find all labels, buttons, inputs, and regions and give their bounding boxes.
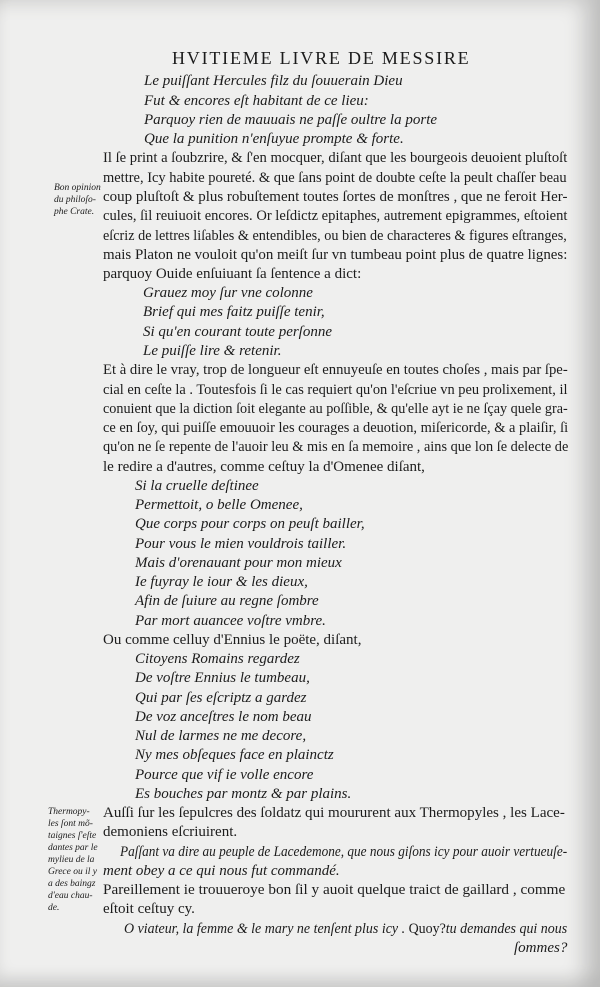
verse-line: Es bouches par montz & par plains. [135, 786, 352, 802]
verse-line: Le puiſſant Hercules filz du ſouuerain Dieu [144, 73, 403, 89]
prose-line: le redire a d'autres, comme ceſtuy la d'Omenee diſant, [103, 459, 425, 475]
prose-line: cial en ceſte la . Toutesfois ſi le cas requiert qu'on l'eſcriue vn peu prolixement, il [103, 382, 568, 398]
prose-line: mais Platon ne vouloit qu'on meiſt ſur vn tumbeau point plus de quatre lignes: [103, 247, 568, 263]
verse-line: De voſtre Ennius le tumbeau, [135, 670, 310, 686]
verse-line: Pour vous le mien vouldrois tailler. [135, 536, 347, 552]
verse-line: Fut & encores eſt habitant de ce lieu: [144, 93, 369, 109]
verse-line: Qui par ſes eſcriptz a gardez [135, 690, 307, 706]
prose-line: cules, ſil reuiuoit encores. Or leſdictz epitaphes, autrement epigrammes, eſtoient [103, 208, 568, 224]
verse-line: Paſſant va dire au peuple de Lacedemone, que nous giſons icy pour auoir vertueuſe- [120, 844, 568, 860]
verse-line: Que corps pour corps on peuſt bailler, [135, 516, 365, 532]
verse-line: Que la punition n'enſuyue prompte & forte. [144, 131, 404, 147]
verse-line: Par mort auancee voſtre vmbre. [135, 613, 326, 629]
running-head: HVITIEME LIVRE DE MESSIRE [172, 48, 471, 68]
verse-line: ment obey a ce qui nous fut commandé. [103, 863, 340, 879]
verse-line: Si la cruelle deſtinee [135, 478, 259, 494]
epitaph-viateur: O viateur, la femme & le mary ne tenſent plus icy . Quoy?tu demandes qui nous [124, 921, 568, 937]
verse-line: Pource que vif ie volle encore [135, 767, 314, 783]
verse-line: Brief qui mes faitz puiſſe tenir, [143, 304, 325, 320]
prose-line: eſtoit ceſtuy cy. [103, 901, 195, 917]
prose-line: parquoy Ouide enſuiuant ſa ſentence a dict: [103, 266, 362, 282]
verse-line: De voz anceſtres le nom beau [135, 709, 312, 725]
prose-line: coup pluſtoſt & plus robuſtement toutes ſortes de monſtres , que ne feroit Her- [103, 189, 568, 205]
verse-line: Permettoit, o belle Omenee, [135, 497, 303, 513]
verse-line: Citoyens Romains regardez [135, 651, 300, 667]
verse-line: Si qu'en courant toute perſonne [143, 324, 333, 340]
prose-line: demoniens eſcriuirent. [103, 824, 238, 840]
verse-line: Ie fuyray le iour & les dieux, [135, 574, 308, 590]
prose-line: Et à dire le vray, trop de longueur eſt ennuyeuſe en toutes choſes , mais par ſpe- [103, 362, 568, 378]
verse-line: Parquoy rien de mauuais ne paſſe oultre la porte [144, 112, 438, 128]
prose-line: Ou comme celluy d'Ennius le poëte, diſant, [103, 632, 362, 648]
prose-line: conuient que la diction ſoit elegante au poſſible, & qu'elle ayt ie ne ſçay quele gra- [103, 401, 568, 417]
margin-note-thermopyles: Thermopy- les ſont mõ- taignes ſ'eſte dantes par le mylieu de la Grece ou il y a des baingz d'eau chau- de. [48, 807, 98, 913]
verse-line: Afin de ſuiure au regne ſombre [135, 593, 319, 609]
prose-line: qu'on ne ſe repente de l'auoir leu & mis en ſa memoire , ains que lon ſe delecte de [103, 439, 569, 455]
prose-line: mettre, Icy habite poureté. & que ſans point de doubte ceſte la peult chaſſer beau [103, 170, 567, 186]
verse-line: Grauez moy ſur vne colonne [143, 285, 313, 301]
prose-line: ce en ſoy, qui puiſſe emouuoir les courages a deuotion, miſericorde, & a plaiſir, ſi [103, 420, 569, 436]
epitaph-viateur-end: ſommes? [514, 940, 568, 956]
prose-line: eſcriz de lettres liſables & entendibles, ou bien de characteres & figures eſtranges, [103, 228, 567, 244]
margin-note-crates: Bon opinion du philoſo- phe Crate. [54, 183, 101, 217]
prose-line: Il ſe print a ſoubzrire, & ſ'en mocquer, diſant que les bourgeois deuoient pluſtoſt [103, 150, 568, 166]
verse-line: Nul de larmes ne me decore, [135, 728, 307, 744]
verse-line: Mais d'orenauant pour mon mieux [135, 555, 342, 571]
verse-line: Le puiſſe lire & retenir. [143, 343, 282, 359]
prose-line: Auſſi ſur les ſepulcres des ſoldatz qui moururent aux Thermopyles , les Lace- [103, 805, 565, 821]
verse-line: Ny mes obſeques face en plainctz [135, 747, 334, 763]
prose-line: Pareillement ie trouueroye bon ſil y auoit quelque traict de gaillard , comme [103, 882, 566, 898]
